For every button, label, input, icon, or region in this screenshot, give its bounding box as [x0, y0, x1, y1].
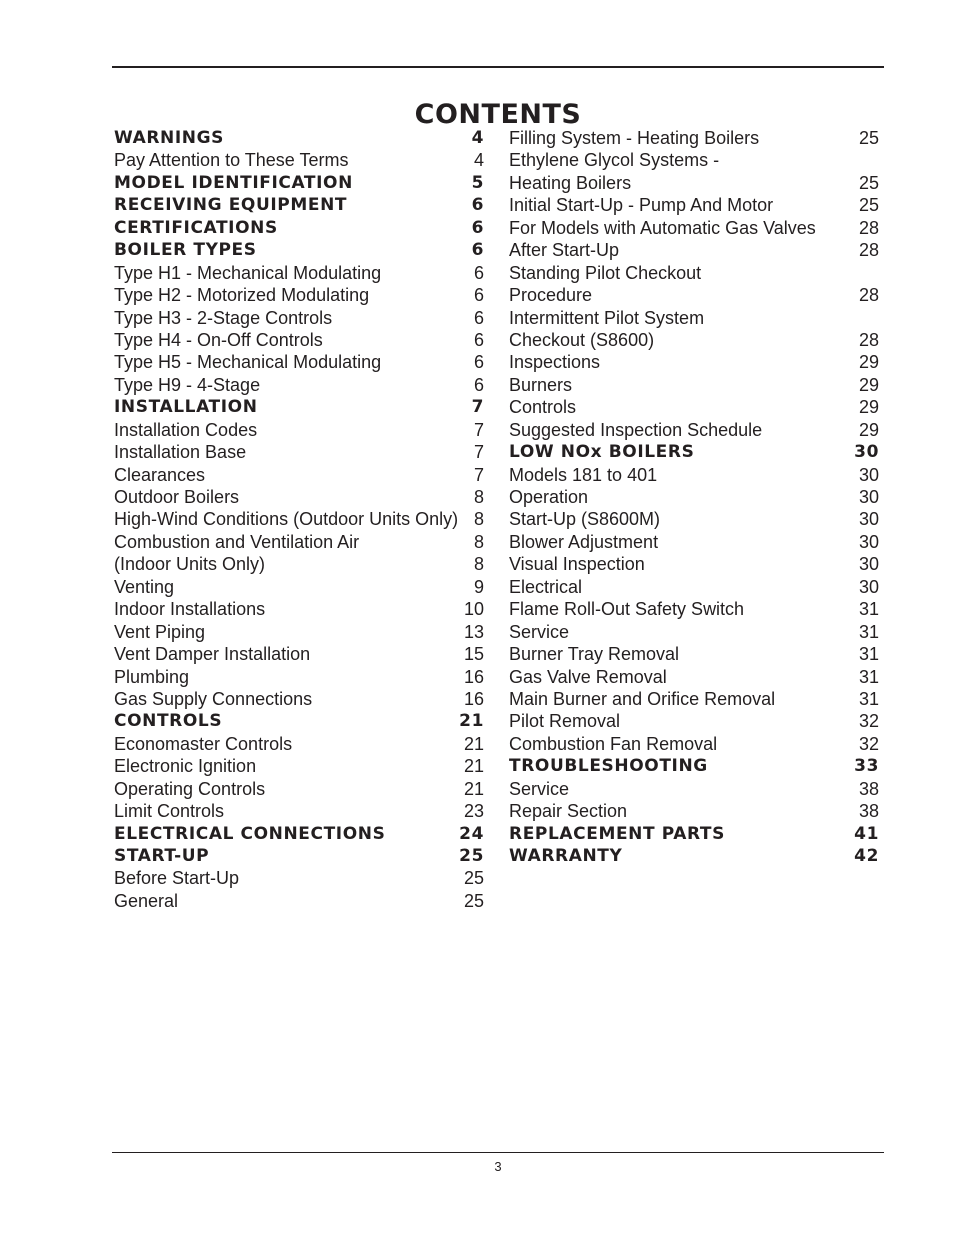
toc-entry-label: ELECTRICAL CONNECTIONS [114, 823, 386, 844]
toc-entry-page: 29 [858, 397, 879, 418]
toc-entry-label: WARRANTY [509, 846, 623, 866]
toc-entry-label: Gas Valve Removal [509, 666, 667, 687]
toc-entry-label: CERTIFICATIONS [114, 217, 278, 238]
toc-entry [509, 643, 879, 665]
toc-entry-label: Vent Damper Installation [114, 644, 311, 665]
toc-entry-page: 25 [463, 890, 484, 911]
toc-entry-page: 29 [858, 374, 879, 395]
toc-entry-label: High-Wind Conditions (Outdoor Units Only) [114, 509, 459, 530]
toc-entry-label: Plumbing [114, 666, 190, 687]
toc-entry [509, 127, 879, 149]
toc-entry [509, 194, 879, 216]
toc-entry-label: Electrical [509, 576, 583, 597]
toc-entry-page: 7 [473, 442, 484, 463]
toc-entry-label: Limit Controls [114, 801, 225, 822]
toc-entry-label: General [114, 890, 179, 911]
toc-entry-page: 16 [463, 688, 484, 709]
toc-entry-page: 32 [858, 711, 879, 732]
toc-entry-label: INSTALLATION [114, 397, 258, 418]
toc-section-heading [114, 710, 484, 732]
toc-entry [114, 755, 484, 777]
toc-entry-label: Before Start-Up [114, 868, 240, 889]
toc-entry [114, 329, 484, 351]
toc-entry-page: 8 [473, 554, 484, 575]
toc-entry-page: 6 [473, 329, 484, 350]
toc-entry-label: Pilot Removal [509, 711, 621, 732]
toc-entry-label: Heating Boilers [509, 172, 632, 193]
toc-entry-page: 42 [854, 846, 879, 866]
toc-entry-page: 6 [473, 374, 484, 395]
toc-entry [114, 419, 484, 441]
toc-entry-page: 6 [473, 285, 484, 306]
toc-entry-label: Operation [509, 487, 589, 507]
toc-entry-label: Indoor Installations [114, 599, 266, 620]
toc-entry [509, 553, 879, 575]
toc-entry-page: 7 [471, 397, 484, 418]
toc-entry-page: 25 [858, 195, 879, 216]
toc-entry-label: Type H3 - 2-Stage Controls [114, 307, 333, 328]
toc-entry-page: 21 [463, 756, 484, 777]
toc-section-heading [114, 239, 484, 261]
toc-entry [509, 149, 879, 171]
toc-entry [114, 262, 484, 284]
toc-entry-page: 6 [473, 262, 484, 283]
toc-entry-label: Main Burner and Orifice Removal [509, 688, 776, 709]
toc-entry [509, 464, 879, 486]
toc-entry-page: 30 [858, 576, 879, 597]
toc-entry-page: 25 [459, 846, 484, 866]
toc-entry-label: Filling System - Heating Boilers [509, 128, 760, 148]
toc-entry-label: Inspections [509, 352, 601, 373]
toc-entry-label: REPLACEMENT PARTS [509, 823, 725, 844]
bottom-rule [112, 1152, 884, 1153]
toc-entry-label: Electronic Ignition [114, 756, 257, 777]
toc-entry-page: 8 [473, 509, 484, 530]
toc-entry-page: 7 [473, 464, 484, 485]
toc-entry-label: Type H4 - On-Off Controls [114, 329, 323, 350]
toc-entry-page: 4 [473, 150, 484, 171]
toc-entry-label: Service [509, 621, 570, 642]
toc-entry-label: CONTROLS [114, 711, 223, 732]
toc-entry [114, 307, 484, 329]
toc-entry-page: 8 [473, 531, 484, 552]
toc-section-heading [114, 845, 484, 867]
toc-entry-label: Vent Piping [114, 621, 206, 642]
toc-entry-page: 21 [459, 711, 484, 732]
toc-entry-page: 21 [463, 733, 484, 754]
toc-entry [114, 374, 484, 396]
toc-entry [509, 239, 879, 261]
toc-entry-label: Combustion Fan Removal [509, 733, 718, 754]
toc-entry-page: 7 [473, 419, 484, 440]
toc-entry-label: Gas Supply Connections [114, 688, 313, 709]
toc-entry-label: Blower Adjustment [509, 531, 659, 552]
toc-entry [509, 508, 879, 530]
toc-entry-page: 33 [854, 756, 879, 777]
page-number: 3 [494, 1159, 502, 1174]
page-title: CONTENTS [414, 99, 582, 131]
toc-entry-label: BOILER TYPES [114, 240, 257, 261]
toc-entry-page: 38 [858, 778, 879, 799]
toc-entry-label: Visual Inspection [509, 554, 645, 575]
toc-entry-page: 31 [858, 599, 879, 620]
toc-entry-label: MODEL IDENTIFICATION [114, 172, 353, 193]
toc-entry-page: 24 [459, 823, 484, 844]
toc-entry-label: Type H1 - Mechanical Modulating [114, 262, 382, 283]
toc-entry [509, 262, 879, 284]
toc-entry-label: TROUBLESHOOTING [509, 756, 708, 777]
toc-entry [114, 149, 484, 171]
toc-entry-label: Venting [114, 576, 175, 597]
toc-entry [509, 172, 879, 194]
toc-entry [509, 800, 879, 822]
toc-section-heading [509, 441, 879, 463]
toc-entry-label: Checkout (S8600) [509, 329, 655, 350]
toc-section-heading [509, 845, 879, 867]
toc-entry-page: 5 [471, 172, 484, 193]
toc-entry [509, 666, 879, 688]
toc-entry-label: (Indoor Units Only) [114, 554, 266, 575]
toc-entry [114, 666, 484, 688]
toc-entry-label: Intermittent Pilot System [509, 307, 705, 328]
toc-entry-page: 23 [463, 801, 484, 822]
toc-entry-label: Models 181 to 401 [509, 464, 658, 485]
toc-entry [114, 284, 484, 306]
toc-entry-page: 30 [858, 554, 879, 575]
toc-entry-label: Ethylene Glycol Systems - [509, 150, 720, 171]
toc-entry [509, 486, 879, 508]
toc-section-heading [509, 755, 879, 777]
toc-entry-page: 30 [858, 487, 879, 507]
toc-entry-page: 15 [463, 644, 484, 665]
toc-entry-page: 30 [858, 531, 879, 552]
toc-entry [114, 553, 484, 575]
toc-left-column [114, 127, 484, 912]
toc-entry-page: 25 [858, 172, 879, 193]
toc-entry-label: Type H5 - Mechanical Modulating [114, 352, 382, 373]
toc-section-heading [114, 217, 484, 239]
toc-entry-label: Procedure [509, 285, 593, 306]
toc-entry [114, 688, 484, 710]
toc-entry-page: 41 [854, 823, 879, 844]
toc-entry [509, 733, 879, 755]
toc-entry [114, 441, 484, 463]
toc-entry [509, 284, 879, 306]
toc-entry-label: Standing Pilot Checkout [509, 262, 702, 283]
toc-section-heading [114, 396, 484, 418]
toc-entry-page: 6 [471, 195, 484, 216]
toc-entry [509, 307, 879, 329]
toc-entry-page: 6 [471, 217, 484, 238]
toc-entry-page: 31 [858, 688, 879, 709]
toc-entry-page: 25 [858, 128, 879, 148]
toc-entry-page: 30 [854, 442, 879, 463]
toc-entry-page: 6 [471, 240, 484, 261]
toc-right-column [509, 127, 879, 867]
toc-entry-label: Pay Attention to These Terms [114, 150, 349, 171]
toc-entry-page: 9 [473, 576, 484, 597]
toc-entry [509, 396, 879, 418]
toc-entry [114, 778, 484, 800]
toc-section-heading [509, 823, 879, 845]
toc-entry [114, 890, 484, 912]
toc-entry-page: 31 [858, 666, 879, 687]
toc-entry [114, 733, 484, 755]
toc-entry [114, 508, 484, 530]
toc-entry-page: 29 [858, 419, 879, 440]
toc-entry-label: Type H9 - 4-Stage [114, 374, 261, 395]
toc-entry-label: Operating Controls [114, 778, 266, 799]
toc-entry-page: 16 [463, 666, 484, 687]
toc-entry-page: 28 [858, 329, 879, 350]
toc-entry [114, 486, 484, 508]
toc-entry [114, 576, 484, 598]
toc-entry-label: Initial Start-Up - Pump And Motor [509, 195, 774, 216]
toc-entry [509, 217, 879, 239]
toc-entry [114, 643, 484, 665]
toc-entry [509, 419, 879, 441]
toc-entry-label: For Models with Automatic Gas Valves [509, 217, 816, 238]
toc-entry-page: 30 [858, 464, 879, 485]
toc-entry [114, 351, 484, 373]
toc-entry-label: Controls [509, 397, 577, 418]
toc-entry-page: 21 [463, 778, 484, 799]
toc-entry-label: Start-Up (S8600M) [509, 509, 661, 530]
toc-entry [509, 710, 879, 732]
toc-entry [114, 800, 484, 822]
toc-entry-label: Outdoor Boilers [114, 487, 240, 507]
toc-entry-page: 28 [858, 285, 879, 306]
top-rule [112, 66, 884, 68]
toc-entry-label: Suggested Inspection Schedule [509, 419, 763, 440]
toc-entry [114, 867, 484, 889]
toc-entry-label: LOW NOx BOILERS [509, 442, 695, 463]
toc-entry-page: 4 [471, 128, 484, 148]
toc-entry-page: 29 [858, 352, 879, 373]
toc-entry-label: Installation Codes [114, 419, 258, 440]
toc-entry-label: Clearances [114, 464, 206, 485]
toc-entry-page: 28 [858, 240, 879, 261]
toc-entry [509, 598, 879, 620]
toc-entry [509, 374, 879, 396]
toc-entry-page: 31 [858, 621, 879, 642]
toc-entry-label: Burners [509, 374, 573, 395]
toc-entry-label: Repair Section [509, 801, 628, 822]
toc-entry-label: Service [509, 778, 570, 799]
toc-entry-label: RECEIVING EQUIPMENT [114, 195, 348, 216]
toc-section-heading [114, 127, 484, 149]
toc-section-heading [114, 172, 484, 194]
toc-entry [509, 688, 879, 710]
toc-entry-page: 30 [858, 509, 879, 530]
toc-entry [509, 778, 879, 800]
toc-section-heading [114, 823, 484, 845]
toc-entry-page: 8 [473, 487, 484, 507]
toc-entry [509, 351, 879, 373]
toc-entry-label: After Start-Up [509, 240, 620, 261]
toc-entry-label: START-UP [114, 846, 210, 866]
toc-entry [509, 576, 879, 598]
toc-entry-page: 32 [858, 733, 879, 754]
toc-entry [509, 329, 879, 351]
toc-entry-label: Installation Base [114, 442, 247, 463]
toc-entry [114, 464, 484, 486]
toc-entry-page: 31 [858, 644, 879, 665]
toc-entry-page: 28 [858, 217, 879, 238]
toc-entry [509, 621, 879, 643]
toc-entry [114, 531, 484, 553]
toc-entry-page: 6 [473, 352, 484, 373]
toc-entry-label: Flame Roll-Out Safety Switch [509, 599, 745, 620]
toc-entry-page: 10 [463, 599, 484, 620]
toc-entry [114, 621, 484, 643]
toc-entry-label: Burner Tray Removal [509, 644, 680, 665]
toc-entry-page: 38 [858, 801, 879, 822]
toc-entry-label: Type H2 - Motorized Modulating [114, 285, 370, 306]
toc-entry-label: Economaster Controls [114, 733, 293, 754]
toc-entry-label: Combustion and Ventilation Air [114, 531, 360, 552]
toc-entry-page: 6 [473, 307, 484, 328]
toc-entry-page: 25 [463, 868, 484, 889]
toc-entry-page: 13 [463, 621, 484, 642]
toc-section-heading [114, 194, 484, 216]
toc-entry-label: WARNINGS [114, 128, 225, 148]
toc-entry [114, 598, 484, 620]
toc-entry [509, 531, 879, 553]
